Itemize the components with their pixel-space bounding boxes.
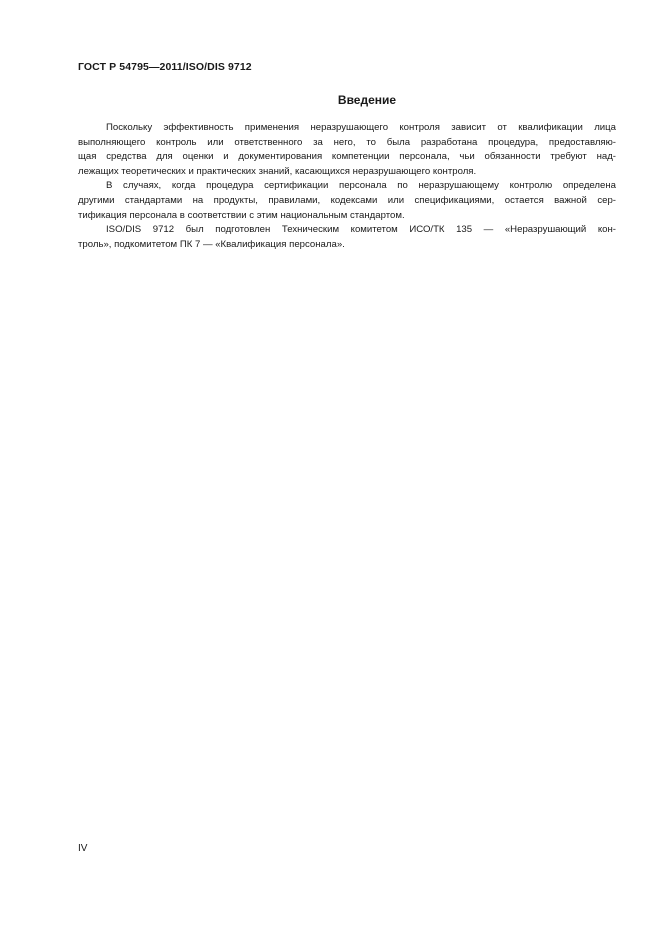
text-line: другими стандартами на продукты, правилами, кодексами или спецификациями, остается важной сер- [78, 194, 616, 206]
text-line: ISO/DIS 9712 был подготовлен Техническим комитетом ИСО/ТК 135 — «Неразрушающий кон- [106, 224, 616, 236]
text-line: тификация персонала в соответствии с этим национальным стандартом. [78, 209, 405, 221]
page-number: IV [78, 843, 88, 854]
section-title: Введение [337, 93, 397, 107]
document-header: ГОСТ Р 54795—2011/ISO/DIS 9712 [78, 61, 252, 73]
text-line: щая средства для оценки и документирования компетенции персонала, чьи обязанности требуют над- [78, 151, 616, 163]
paragraph-2 [78, 179, 616, 223]
text-line: выполняющего контроль или ответственного за него, то была разработана процедура, предоставляю- [78, 136, 616, 148]
text-line: Поскольку эффективность применения неразрушающего контроля зависит от квалификации лица [106, 122, 616, 133]
paragraph-1 [78, 121, 616, 179]
text-line: лежащих теоретических и практических знаний, касающихся неразрушающего контроля. [78, 165, 477, 177]
text-line: В случаях, когда процедура сертификации персонала по неразрушающему контролю определена [106, 180, 616, 192]
body-text [78, 121, 616, 252]
text-line: троль», подкомитетом ПК 7 — «Квалификация персонала». [78, 238, 345, 250]
paragraph-3 [78, 223, 616, 252]
